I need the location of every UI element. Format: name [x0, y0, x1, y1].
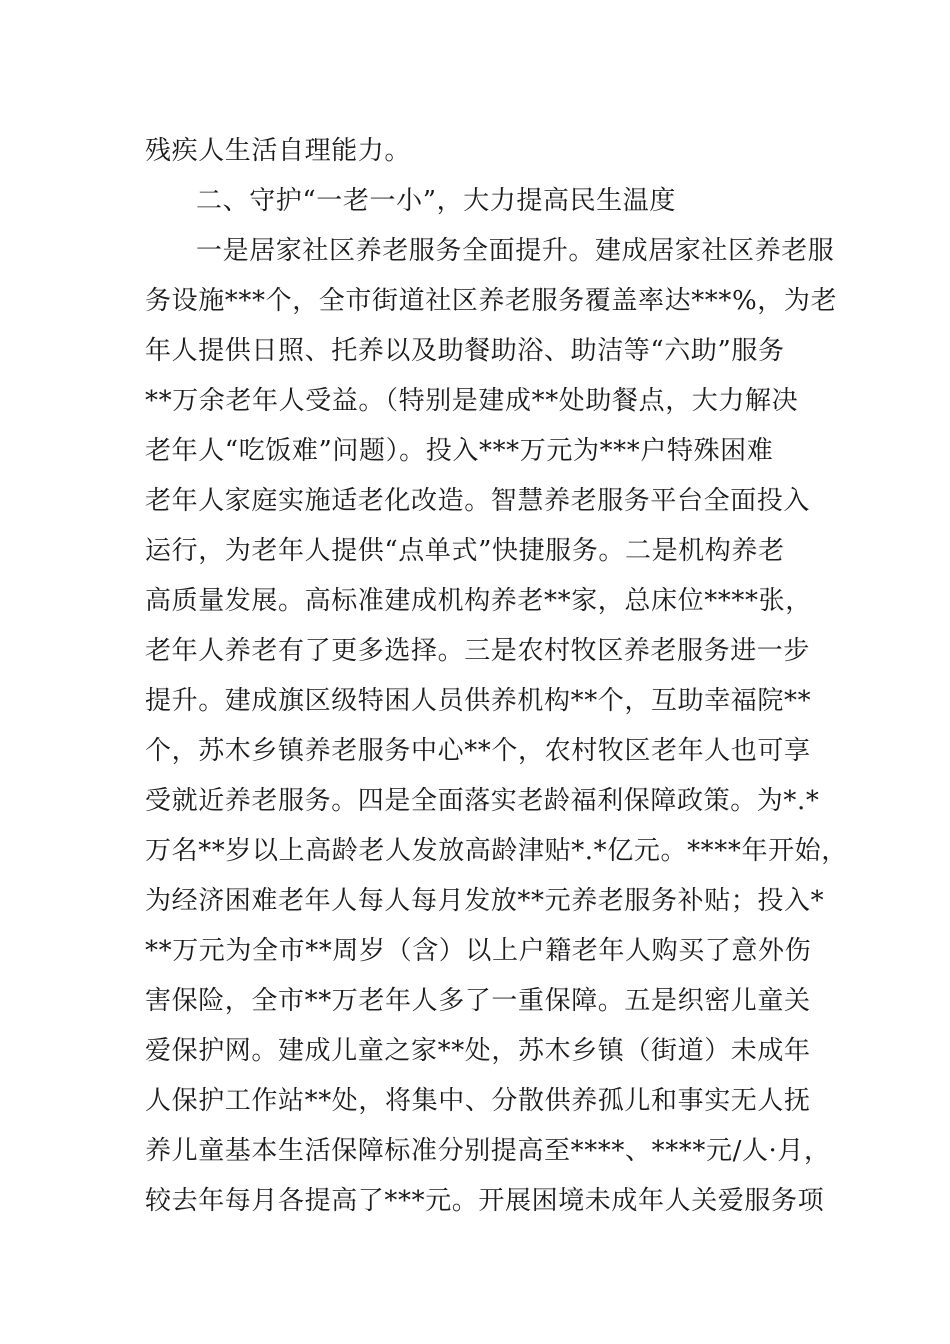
text-line-11: 老年人养老有了更多选择。三是农村牧区养老服务进一步	[145, 636, 811, 666]
text-line-15: 万名**岁以上高龄老人发放高龄津贴*.*亿元。****年开始，	[145, 836, 848, 866]
text-line-12: 提升。建成旗区级特困人员供养机构**个，互助幸福院**	[145, 686, 812, 716]
text-line-18: 害保险，全市**万老年人多了一重保障。五是织密儿童关	[145, 986, 811, 1016]
text-line-9: 运行，为老年人提供“点单式”快捷服务。二是机构养老	[145, 536, 785, 566]
text-line-13: 个，苏木乡镇养老服务中心**个，农村牧区老年人也可享	[145, 736, 811, 766]
text-line-20: 人保护工作站**处，将集中、分散供养孤儿和事实无人抚	[145, 1086, 811, 1116]
text-line-4: 务设施***个，全市街道社区养老服务覆盖率达***%，为老	[145, 286, 838, 316]
text-line-6: **万余老年人受益。（特别是建成**处助餐点，大力解决	[145, 386, 799, 416]
text-line-17: **万元为全市**周岁（含）以上户籍老年人购买了意外伤	[145, 936, 812, 966]
text-line-3: 一是居家社区养老服务全面提升。建成居家社区养老服	[196, 236, 835, 266]
text-line-10: 高质量发展。高标准建成机构养老**家，总床位****张，	[145, 586, 812, 616]
section-heading: 二、守护“一老一小”，大力提高民生温度	[196, 186, 676, 216]
text-line-14: 受就近养老服务。四是全面落实老龄福利保障政策。为*.*	[145, 786, 820, 816]
text-line-7: 老年人“吃饭难”问题）。投入***万元为***户特殊困难	[145, 436, 774, 466]
text-line-5: 年人提供日照、托养以及助餐助浴、助洁等“六助”服务	[145, 336, 785, 366]
text-line-8: 老年人家庭实施适老化改造。智慧养老服务平台全面投入	[145, 486, 811, 516]
text-line-16: 为经济困难老年人每人每月发放**元养老服务补贴；投入*	[145, 886, 825, 916]
text-line-22: 较去年每月各提高了***元。开展困境未成年人关爱服务项	[145, 1186, 825, 1216]
text-line-21: 养儿童基本生活保障标准分别提高至****、****元/人·月，	[145, 1136, 831, 1166]
text-line-19: 爱保护网。建成儿童之家**处，苏木乡镇（街道）未成年	[145, 1036, 811, 1066]
text-line-1: 残疾人生活自理能力。	[145, 136, 412, 166]
